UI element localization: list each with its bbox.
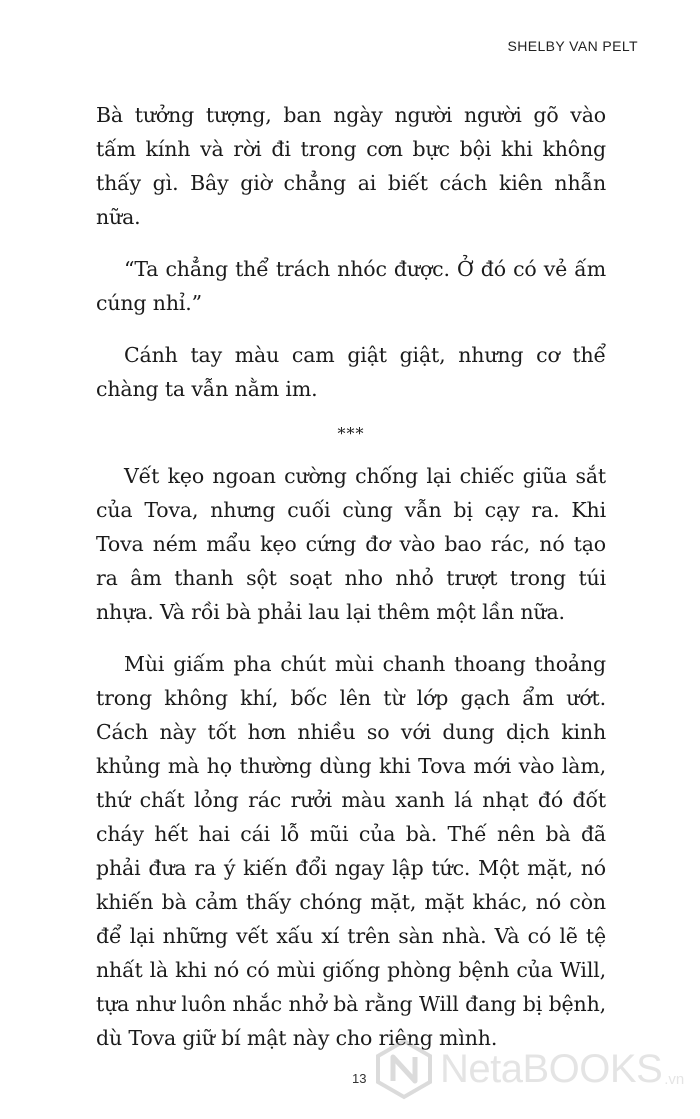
paragraph-4: Vết kẹo ngoan cường chống lại chiếc giũa sắt của Tova, nhưng cuối cùng vẫn bị cạy ra. Khi Tova ném mẩu kẹo cứng đơ vào bao rác, nó tạo ra âm thanh sột soạt nho nhỏ trượt trong túi nhựa. Và rồi bà phải lau lại thêm một lần nữa.: [96, 464, 606, 624]
watermark-tld: .vn: [664, 1070, 685, 1088]
netabooks-logo-icon: [372, 1037, 436, 1101]
paragraph-3: Cánh tay màu cam giật giật, nhưng cơ thể chàng ta vẫn nằm im.: [96, 343, 606, 401]
page-body: [96, 98, 606, 1073]
paragraph-2: “Ta chẳng thể trách nhóc được. Ở đó có vẻ ấm cúng nhỉ.”: [96, 257, 606, 315]
running-head: SHELBY VAN PELT: [507, 38, 638, 54]
page-number: 13: [352, 1071, 367, 1086]
watermark-brand: NetaBOOKS: [440, 1046, 663, 1091]
paragraph-5: Mùi giấm pha chút mùi chanh thoang thoảng trong không khí, bốc lên từ lớp gạch ẩm ướt. Cách này tốt hơn nhiều so với dung dịch kinh khủng mà họ thường dùng khi Tova mới vào làm, thứ chất lỏng rác rưởi màu xanh lá nhạt đó đốt cháy hết hai cái lỗ mũi của bà. Thế nên bà đã phải đưa ra ý kiến đổi ngay lập tức. Một mặt, nó khiến bà cảm thấy chóng mặt, mặt khác, nó còn để lại những vết xấu xí trên sàn nhà. Và có lẽ tệ nhất là khi nó có mùi giống phòng bệnh của Will, tựa như luôn nhắc nhở bà rằng Will đang bị bệnh, dù Tova giữ bí mật này cho riêng mình.: [96, 652, 606, 1050]
paragraph-1: Bà tưởng tượng, ban ngày người người gõ vào tấm kính và rời đi trong cơn bực bội khi không thấy gì. Bây giờ chẳng ai biết cách kiên nhẫn nữa.: [96, 103, 606, 229]
section-break: ***: [337, 424, 365, 443]
watermark: [372, 1034, 692, 1104]
